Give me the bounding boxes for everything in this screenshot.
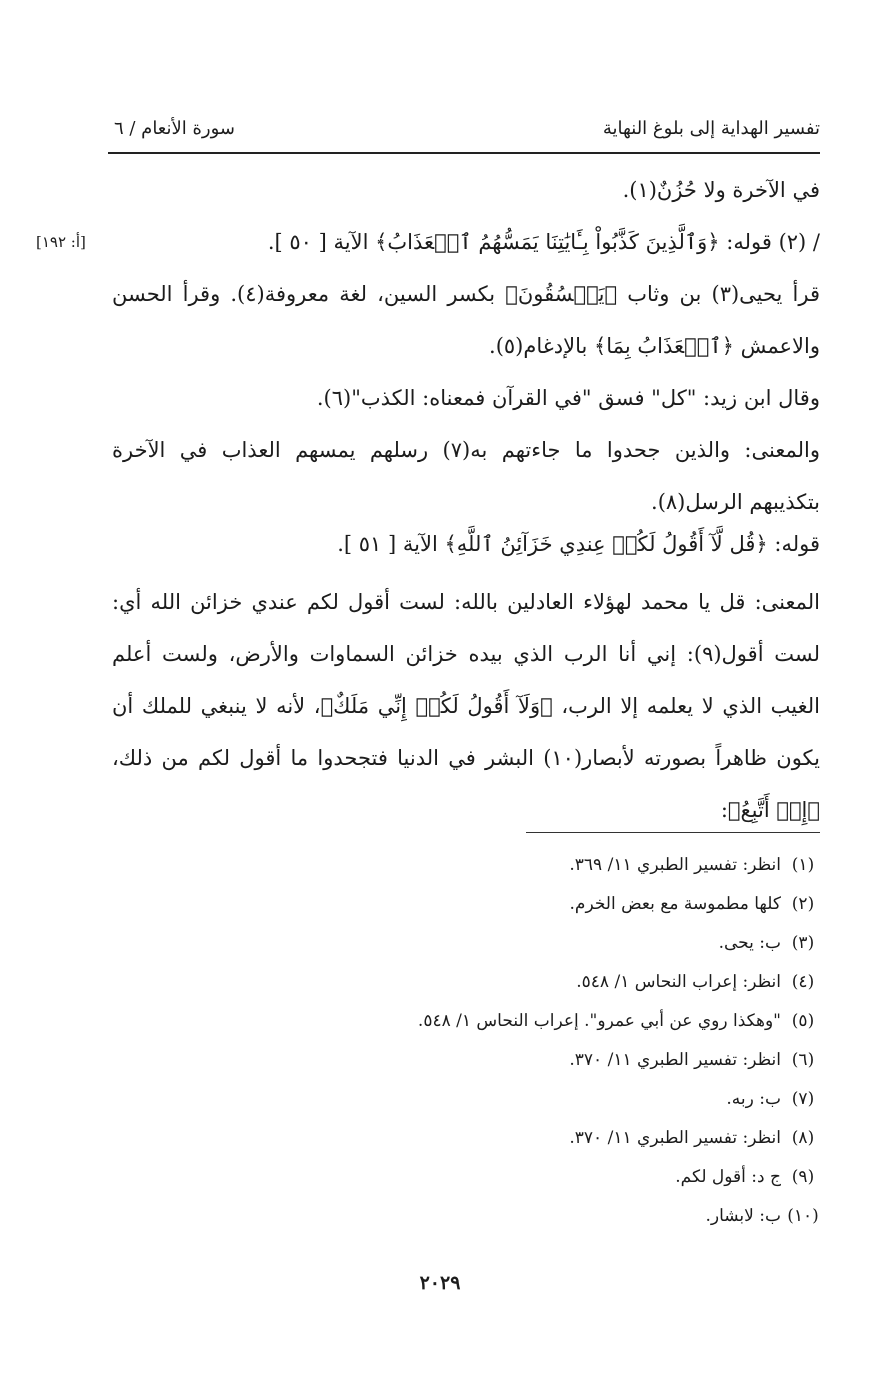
footnote-text: انظر: تفسير الطبري ١١/ ٣٧٠. (569, 1050, 781, 1070)
footnote-text: "وهكذا روي عن أبي عمرو". إعراب النحاس ١/ ٥٤٨. (417, 1011, 781, 1031)
paragraph-5: والمعنى: والذين جحدوا ما جاءتهم به(٧) رسلهم يمسهم العذاب في الآخرة بتكذيبهم الرسل(٨). (112, 438, 820, 514)
footnote (300, 1002, 825, 1041)
footnote-rule (526, 832, 820, 833)
footnote-number: (٤) (791, 972, 815, 992)
paragraph-7: المعنى: قل يا محمد لهؤلاء العادلين بالله: لست أقول لكم عندي خزائن الله أي: لست أقول(٩): إني أنا الرب الذي بيده خزائن السماوات والأرض، ولست أعلم الغيب الذي لا يعلمه إلا الرب، ﴿وَلَآ أَقُولُ لَكُمۡ إِنِّي مَلَكٌ﴾، لأنه لا ينبغي للملك أن يكون ظاهراً بصورته لأبصار(١٠) البشر في الدنيا فتجحدوا ما أقول لكم من ذلك، ﴿إِنۡ أَتَّبِعُ﴾: (112, 590, 820, 822)
footnote-text: انظر: تفسير الطبري ١١/ ٣٧٠. (569, 1128, 781, 1148)
footnote-text: كلها مطموسة مع بعض الخرم. (569, 894, 781, 914)
footnote-number: (٦) (791, 1050, 815, 1070)
surah-title: سورة الأنعام / ٦ (114, 118, 235, 139)
footnote-number: (٧) (791, 1089, 815, 1109)
footnote (300, 1197, 825, 1236)
footnote (300, 963, 825, 1002)
footnote (300, 1119, 825, 1158)
footnote-text: ب: يحى. (718, 933, 781, 953)
footnote-number: (١٠) (787, 1206, 819, 1226)
footnote-number: (٢) (791, 894, 815, 914)
footnote (300, 1041, 825, 1080)
footnote-number: (١) (791, 855, 815, 875)
page-number: ٢٠٢٩ (419, 1272, 461, 1294)
footnote (300, 1158, 825, 1197)
footnote (300, 924, 825, 963)
paragraph-3: قرأ يحيى(٣) بن وثاب ﴿يَفۡسُقُونَ﴾ بكسر السين، لغة معروفة(٤). وقرأ الحسن والاعمش ﴿ٱلۡعَذَابُ بِمَا﴾ بالإدغام(٥). (112, 282, 820, 358)
footnotes (300, 846, 825, 1236)
footnote-text: انظر: إعراب النحاس ١/ ٥٤٨. (576, 972, 781, 992)
footnote-text: ج د: أقول لكم. (675, 1167, 781, 1187)
book-title: تفسير الهداية إلى بلوغ النهاية (602, 118, 820, 139)
footnote-text: انظر: تفسير الطبري ١١/ ٣٦٩. (569, 855, 781, 875)
footnote-text: ب: لابشار. (705, 1206, 781, 1226)
footnote-number: (٣) (791, 933, 815, 953)
paragraph-6: قوله: ﴿قُل لَّآ أَقُولُ لَكُمۡ عِندِي خَزَآئِنُ ٱللَّهِ﴾ الآية [ ٥١ ]. (337, 532, 820, 556)
paragraph-4: وقال ابن زيد: "كل" فسق "في القرآن فمعناه: الكذب"(٦). (316, 386, 820, 410)
paragraph-1: في الآخرة ولا حُزُنٌ(١). (622, 178, 820, 202)
footnote-text: ب: ربه. (726, 1089, 781, 1109)
footnote (300, 1080, 825, 1119)
header-rule (108, 152, 820, 154)
footnote-number: (٨) (791, 1128, 815, 1148)
footnote (300, 885, 825, 924)
running-header (108, 112, 820, 152)
footnote (300, 846, 825, 885)
footnote-number: (٩) (791, 1167, 815, 1187)
manuscript-folio-ref: [أ: ١٩٢] (36, 233, 86, 251)
paragraph-2: / (٢) قوله: ﴿وَٱلَّذِينَ كَذَّبُواْ بِـَٔايَٰتِنَا يَمَسُّهُمُ ٱلۡعَذَابُ﴾ الآية [ ٥٠ ]. (267, 230, 820, 254)
footnote-number: (٥) (791, 1011, 815, 1031)
